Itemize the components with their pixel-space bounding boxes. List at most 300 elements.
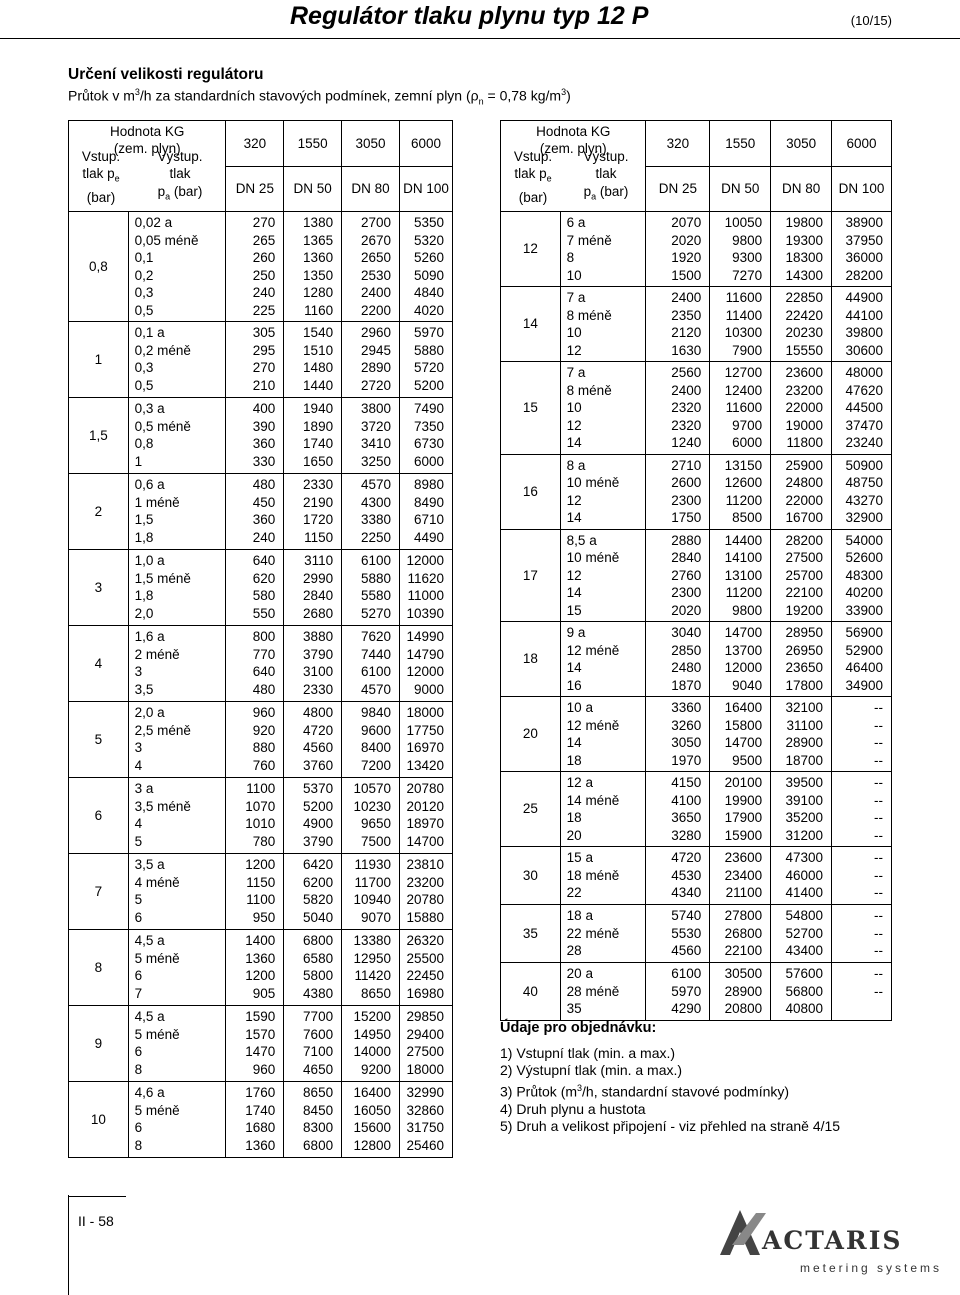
flow-dn50	[284, 854, 342, 930]
cell-line: 12 méně	[566, 642, 620, 658]
cell-line: 5	[134, 833, 143, 849]
cell-line: 8450	[303, 1102, 334, 1118]
cell-line: 4300	[360, 494, 391, 510]
cell-line: 3410	[360, 436, 391, 451]
cell-line: 5800	[303, 968, 334, 983]
cell-line: 250	[252, 267, 276, 283]
table-row	[501, 529, 892, 622]
flow-dn25	[226, 322, 284, 398]
order-item-3-sup: 3	[577, 1082, 583, 1093]
cell-line: 760	[252, 757, 276, 773]
inlet-pressure: 5	[69, 702, 129, 778]
cell-line: 1150	[304, 529, 334, 545]
cell-line: 8980	[413, 477, 444, 492]
cell-line: 5	[134, 892, 143, 907]
flow-dn50	[284, 550, 342, 626]
flow-dn50	[710, 529, 771, 622]
section-subtitle	[68, 87, 571, 106]
cell-line: 12000	[406, 664, 444, 679]
cell-line: 18300	[785, 250, 824, 265]
flow-dn25	[646, 287, 710, 362]
flow-dn50	[710, 847, 771, 905]
cell-line: 7490	[413, 401, 444, 416]
cell-line: 8 a	[566, 457, 586, 473]
flow-dn25	[646, 772, 710, 847]
dn-size: DN 100	[832, 166, 892, 212]
cell-line: --	[874, 810, 883, 825]
cell-line: 29400	[406, 1026, 444, 1042]
cell-line: 2480	[671, 660, 702, 675]
cell-line: 8 méně	[566, 307, 612, 323]
cell-line: 1350	[303, 267, 334, 283]
flow-dn80	[342, 626, 400, 702]
cell-line: 5880	[413, 342, 444, 358]
kg-value: 1550	[284, 121, 342, 167]
kg-value: 6000	[832, 121, 892, 167]
outlet-pressure	[128, 398, 226, 474]
cell-line: 1,8	[134, 529, 154, 545]
cell-line: 1 méně	[134, 494, 180, 510]
cell-line: 3,5 a	[134, 857, 165, 872]
cell-line: 28900	[724, 983, 763, 999]
flow-dn25	[226, 398, 284, 474]
cell-line: 6000	[732, 435, 763, 450]
kg-value: 6000	[400, 121, 453, 167]
inlet-pressure: 4	[69, 626, 129, 702]
flow-dn25	[646, 529, 710, 622]
cell-line: 14 méně	[566, 792, 620, 808]
flow-dn50	[284, 702, 342, 778]
cell-line: 1740	[245, 1102, 276, 1118]
cell-line: 52600	[845, 550, 883, 565]
flow-dn80	[342, 322, 400, 398]
cell-line: 5350	[413, 215, 444, 230]
cell-line: 12800	[353, 1137, 391, 1153]
flow-dn50	[284, 474, 342, 550]
inlet-pressure: 10	[69, 1082, 129, 1158]
cell-line: 3760	[303, 757, 334, 773]
cell-line: 4560	[303, 740, 334, 755]
cell-line: 14	[566, 435, 582, 450]
cell-line: 3110	[304, 553, 334, 568]
cell-line: 43400	[785, 943, 824, 958]
header-row-kg	[69, 121, 453, 167]
cell-line: --	[874, 792, 883, 808]
dn-size: DN 25	[226, 166, 284, 212]
cell-line: 20230	[785, 325, 824, 340]
cell-line: 6100	[360, 664, 391, 679]
cell-line: 1,5	[134, 512, 154, 527]
cell-line: 6800	[303, 1137, 334, 1153]
cell-line: 4020	[413, 302, 444, 318]
cell-line: 2300	[671, 585, 702, 600]
cell-line: 12600	[724, 475, 763, 490]
cell-line: 11600	[725, 290, 763, 305]
cell-line: 13420	[406, 757, 444, 773]
flow-dn80	[771, 697, 832, 772]
cell-line: 640	[252, 553, 276, 568]
cell-line: 3,5	[134, 681, 154, 697]
cell-line: 7500	[360, 833, 391, 849]
flow-dn100	[832, 362, 892, 455]
cell-line: 22450	[406, 968, 444, 983]
cell-line: 22000	[785, 492, 824, 508]
cell-line: --	[874, 908, 883, 923]
cell-line: 17800	[785, 677, 824, 693]
outlet-pressure	[128, 778, 226, 854]
outlet-label: Výstup. tlak $p_a$ (bar)	[157, 148, 203, 202]
cell-line: 9800	[732, 602, 763, 618]
cell-line: 8490	[413, 494, 444, 510]
inlet-pressure: 2	[69, 474, 129, 550]
cell-line: 15550	[785, 342, 824, 358]
inlet-pressure: 12	[501, 212, 561, 287]
cell-line: 1,5 méně	[134, 570, 191, 586]
cell-line: 0,02 a	[134, 215, 173, 230]
outlet-pressure	[128, 854, 226, 930]
flow-dn25	[226, 474, 284, 550]
subtitle-text: Průtok v m	[68, 87, 135, 104]
cell-line: 4530	[671, 867, 702, 883]
cell-line: 10	[566, 325, 582, 340]
cell-line: 9300	[732, 250, 763, 265]
cell-line: 5 méně	[134, 950, 180, 966]
cell-line: 4490	[413, 529, 444, 545]
cell-line: 4	[134, 816, 143, 831]
cell-line: 3,5 méně	[134, 798, 191, 814]
cell-line: 2990	[303, 570, 334, 586]
cell-line: 2,5 méně	[134, 722, 191, 738]
cell-line: 5720	[413, 360, 444, 375]
cell-line: 0,05 méně	[134, 232, 199, 248]
cell-line: 960	[252, 1061, 276, 1077]
cell-line: 7	[134, 985, 143, 1001]
cell-line: 450	[252, 494, 276, 510]
cell-line: 11000	[407, 588, 444, 603]
cell-line: 21100	[725, 885, 763, 900]
cell-line: 39500	[785, 775, 824, 790]
cell-line: 20100	[724, 775, 763, 790]
flow-dn25	[226, 778, 284, 854]
cell-line: 12 a	[566, 775, 593, 790]
table-row	[501, 362, 892, 455]
outlet-pressure	[560, 212, 646, 287]
cell-line: 8	[134, 1061, 143, 1077]
cell-line: 24800	[785, 475, 824, 490]
cell-line: 7100	[303, 1044, 334, 1059]
order-item: 2) Výstupní tlak (min. a max.)	[500, 1062, 683, 1079]
cell-line: 2120	[671, 325, 702, 340]
cell-line: 6200	[303, 874, 334, 890]
dn-size: DN 100	[400, 166, 453, 212]
flow-dn50	[284, 1082, 342, 1158]
cell-line: 1540	[303, 325, 334, 340]
order-item-3-text: 3) Průtok (m	[500, 1083, 578, 1100]
cell-line: --	[874, 775, 883, 790]
cell-line: 7900	[732, 342, 763, 358]
cell-line: 10570	[353, 781, 391, 796]
cell-line: 2670	[360, 232, 391, 248]
cell-line: 0,5 méně	[134, 418, 191, 434]
header-divider	[0, 38, 960, 39]
cell-line: 7 a	[566, 290, 586, 305]
cell-line: 360	[252, 512, 276, 527]
cell-line: 9700	[732, 417, 763, 433]
cell-line: 240	[252, 285, 276, 300]
header-cell-inner	[503, 123, 643, 209]
cell-line: 4840	[413, 285, 444, 300]
outlet-pressure	[128, 930, 226, 1006]
cell-line: 1480	[303, 360, 334, 375]
cell-line: 14100	[724, 550, 763, 565]
cell-line: 0,8	[134, 436, 154, 451]
cell-line: 7270	[732, 267, 763, 283]
outlet-pressure	[560, 454, 646, 529]
cell-line: 330	[252, 453, 276, 469]
cell-line: 17750	[406, 722, 444, 738]
flow-dn25	[646, 905, 710, 963]
cell-line: 29850	[406, 1009, 444, 1024]
cell-line: 23400	[724, 867, 763, 883]
footer-vertical-rule	[68, 1195, 69, 1295]
cell-line: 7200	[360, 757, 391, 773]
cell-line: 10940	[353, 892, 391, 907]
cell-line: 6710	[413, 512, 444, 527]
cell-line: 3800	[360, 401, 391, 416]
cell-line: 20780	[406, 892, 444, 907]
flow-dn100	[400, 854, 453, 930]
outlet-label: Výstup. tlak $p_a$ (bar)	[583, 148, 629, 202]
flow-dn100	[400, 626, 453, 702]
cell-line: 16400	[353, 1085, 391, 1100]
cell-line: 11620	[407, 570, 444, 586]
cell-line: 3790	[303, 646, 334, 662]
cell-line: 38900	[845, 215, 883, 230]
flow-dn50	[710, 622, 771, 697]
cell-line: 880	[252, 740, 276, 755]
flow-dn50	[284, 626, 342, 702]
cell-line: 1940	[303, 401, 334, 416]
cell-line: 5270	[360, 605, 391, 621]
table-row	[69, 1006, 453, 1082]
cell-line: 2840	[303, 588, 334, 603]
kg-value: 320	[646, 121, 710, 167]
cell-line: 15 a	[566, 850, 593, 865]
cell-line: 28 méně	[566, 983, 620, 999]
cell-line: 550	[252, 605, 276, 621]
cell-line: 28950	[785, 625, 824, 640]
cell-line: 8 méně	[566, 382, 612, 398]
cell-line: 12000	[406, 553, 444, 568]
table-row	[69, 778, 453, 854]
cell-line: 7440	[360, 646, 391, 662]
cell-line: 10 méně	[566, 550, 620, 565]
cell-line: 22	[566, 885, 582, 900]
flow-dn100	[832, 697, 892, 772]
outlet-pressure	[560, 622, 646, 697]
inlet-pressure: 16	[501, 454, 561, 529]
cell-line: 10 méně	[566, 475, 620, 490]
cell-line: 210	[252, 377, 276, 393]
cell-line: 8	[134, 1137, 143, 1153]
table-row	[501, 287, 892, 362]
cell-line: 6	[134, 968, 143, 983]
cell-line: 44500	[845, 400, 883, 415]
dn-size: DN 50	[710, 166, 771, 212]
cell-line: 23200	[785, 382, 824, 398]
flow-dn80	[342, 550, 400, 626]
cell-line: 9040	[732, 677, 763, 693]
cell-line: 240	[252, 529, 276, 545]
flow-dn25	[646, 362, 710, 455]
order-item-3-end: /h, standardní stavové podmínky)	[582, 1083, 790, 1100]
cell-line: 1100	[246, 892, 276, 907]
cell-line: 2200	[360, 302, 391, 318]
cell-line: 14000	[353, 1044, 391, 1059]
cell-line: 9200	[360, 1061, 391, 1077]
cell-line: 640	[252, 664, 276, 679]
cell-line: 48300	[845, 567, 883, 583]
table-row	[69, 702, 453, 778]
cell-line: 3360	[671, 700, 702, 715]
cell-line: --	[874, 717, 883, 733]
kg-value: 320	[226, 121, 284, 167]
cell-line: 14300	[785, 267, 824, 283]
flow-dn50	[710, 362, 771, 455]
cell-line: 41400	[785, 885, 824, 900]
outlet-pressure	[128, 212, 226, 322]
sizing-table-right	[500, 120, 892, 1021]
cell-line: 12000	[724, 660, 763, 675]
cell-line: 48750	[845, 475, 883, 490]
cell-line: 14	[566, 510, 582, 525]
cell-line: 1200	[245, 857, 276, 872]
flow-dn25	[226, 550, 284, 626]
cell-line: 48000	[845, 365, 883, 380]
cell-line: 12400	[724, 382, 763, 398]
kg-line: (zem. plyn)	[539, 141, 607, 156]
cell-line: 22420	[785, 307, 824, 323]
cell-line: 9500	[732, 752, 763, 768]
cell-line: 8650	[303, 1085, 334, 1100]
flow-dn100	[832, 622, 892, 697]
cell-line: 5200	[303, 798, 334, 814]
subtitle-sup: 3	[134, 87, 140, 97]
cell-line: 950	[252, 909, 276, 925]
cell-line: 4,5 a	[134, 933, 165, 948]
cell-line: 2330	[303, 681, 334, 697]
table-row	[501, 963, 892, 1021]
inlet-pressure: 40	[501, 963, 561, 1021]
cell-line: 2560	[671, 365, 702, 380]
cell-line: 26950	[785, 642, 824, 658]
cell-line: 16050	[353, 1102, 391, 1118]
cell-line: 270	[252, 360, 276, 375]
cell-line: 1500	[671, 267, 702, 283]
cell-line: 6800	[303, 933, 334, 948]
cell-line: 9070	[360, 909, 391, 925]
cell-line: 34900	[845, 677, 883, 693]
flow-dn100	[832, 963, 892, 1021]
table-row	[69, 1082, 453, 1158]
cell-line: 11200	[725, 585, 763, 600]
cell-line: 36000	[845, 250, 883, 265]
cell-line: 56900	[845, 625, 883, 640]
cell-line: 20 a	[566, 966, 593, 981]
cell-line: 22100	[724, 943, 763, 958]
cell-line: 2330	[303, 477, 334, 492]
cell-line: 6	[134, 1044, 143, 1059]
cell-line: 620	[252, 570, 276, 586]
cell-line: 30500	[724, 966, 763, 981]
cell-line: 9840	[360, 705, 391, 720]
outlet-pressure	[560, 963, 646, 1021]
flow-dn80	[342, 212, 400, 322]
flow-dn100	[832, 905, 892, 963]
header-row-kg	[501, 121, 892, 167]
flow-dn50	[284, 930, 342, 1006]
cell-line: 2320	[671, 417, 702, 433]
flow-dn25	[226, 1006, 284, 1082]
cell-line: 11600	[725, 400, 763, 415]
cell-line: 33900	[845, 602, 883, 618]
flow-dn100	[400, 322, 453, 398]
subtitle-end: = 0,78 kg/m	[483, 87, 562, 104]
inlet-pressure: 35	[501, 905, 561, 963]
cell-line: 2720	[360, 377, 391, 393]
cell-line: 2700	[360, 215, 391, 230]
cell-line: 1160	[304, 302, 334, 318]
dn-size: DN 50	[284, 166, 342, 212]
flow-dn100	[832, 529, 892, 622]
cell-line: 10300	[724, 325, 763, 340]
flow-dn80	[771, 287, 832, 362]
cell-line: 1010	[245, 816, 276, 831]
flow-dn25	[646, 212, 710, 287]
cell-line: 52700	[785, 925, 824, 941]
cell-line: 400	[252, 401, 276, 416]
cell-line: 28200	[845, 267, 883, 283]
header-cell-inner	[71, 123, 223, 209]
cell-line: 800	[252, 629, 276, 644]
table-row	[501, 905, 892, 963]
outlet-pressure	[128, 1006, 226, 1082]
flow-dn100	[832, 287, 892, 362]
cell-line: 12	[566, 492, 582, 508]
cell-line: --	[874, 700, 883, 715]
cell-line: 44900	[845, 290, 883, 305]
cell-line: 20	[566, 827, 582, 843]
flow-dn100	[400, 930, 453, 1006]
cell-line: 15200	[353, 1009, 391, 1024]
cell-line: 13150	[724, 457, 763, 473]
dn-size: DN 25	[646, 166, 710, 212]
cell-line: 3050	[671, 735, 702, 750]
cell-line: 5260	[413, 250, 444, 265]
cell-line: 1380	[303, 215, 334, 230]
flow-dn100	[400, 398, 453, 474]
cell-line: 5880	[360, 570, 391, 586]
cell-line: 9800	[732, 232, 763, 248]
cell-line: 480	[252, 477, 276, 492]
cell-line: 20800	[724, 1001, 763, 1016]
cell-line: 0,1 a	[134, 325, 165, 340]
cell-line: 1,6 a	[134, 629, 165, 644]
cell-line: 23650	[785, 660, 824, 675]
cell-line: 18	[566, 752, 582, 768]
cell-line: 25500	[406, 950, 444, 966]
outlet-pressure	[560, 362, 646, 455]
